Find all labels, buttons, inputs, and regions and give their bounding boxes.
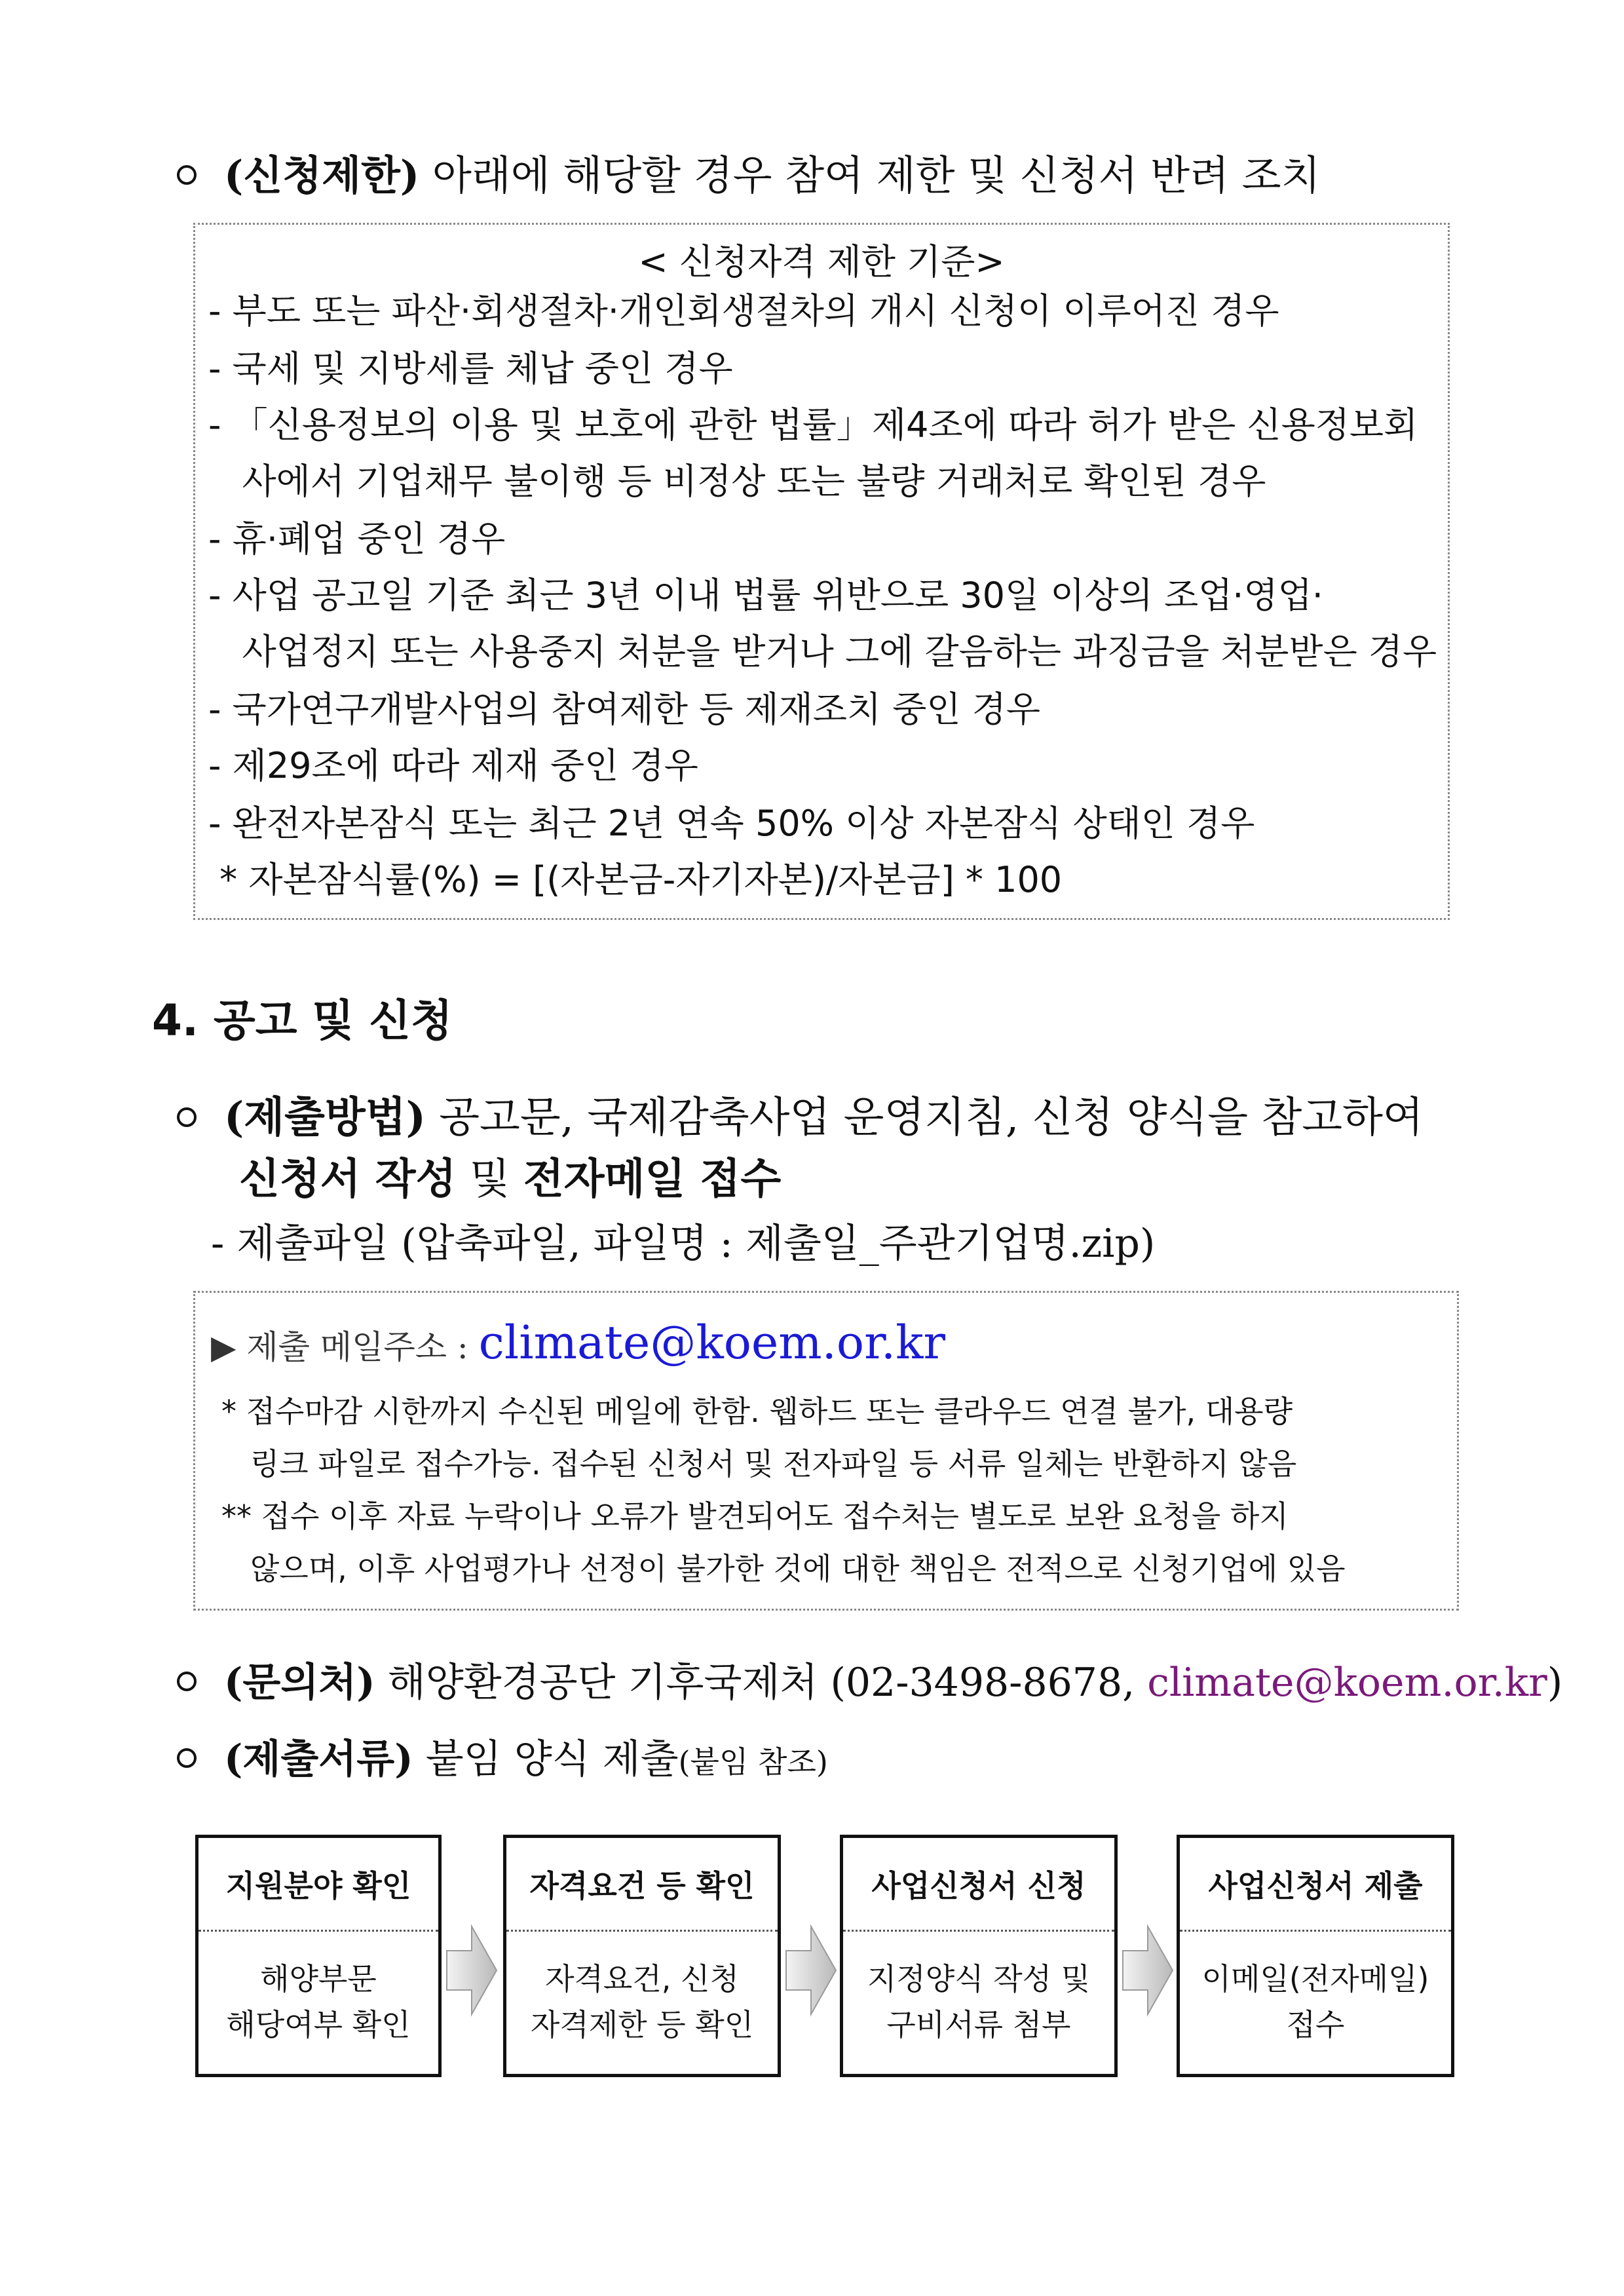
process-step-title: 자격요건 등 확인 xyxy=(506,1838,778,1932)
method-line2-a: 신청서 작성 xyxy=(239,1155,457,1204)
process-step-line: 지정양식 작성 및 xyxy=(867,1961,1091,1997)
email-row xyxy=(211,1316,945,1369)
arrow-right-icon xyxy=(1122,1921,1174,2022)
restriction-item: - 「신용정보의 이용 및 보호에 관한 법률」제4조에 따라 허가 받은 신용정보회 xyxy=(208,404,1418,446)
restriction-item: - 국가연구개발사업의 참여제한 등 제재조치 중인 경우 xyxy=(208,689,1041,730)
process-step-line: 구비서류 첨부 xyxy=(886,2007,1071,2042)
arrow-right-icon xyxy=(445,1921,498,2022)
email-note: * 접수마감 시한까지 수신된 메일에 한함. 웹하드 또는 클라우드 연결 불가, 대용량 xyxy=(221,1394,1293,1429)
section4-title: 4. 공고 및 신청 xyxy=(152,995,453,1046)
circle-bullet-icon xyxy=(177,1107,197,1127)
process-step-line: 이메일(전자메일) xyxy=(1201,1961,1429,1997)
process-step xyxy=(1177,1835,1454,2077)
contact-close: ) xyxy=(1547,1660,1563,1706)
restriction-item: - 부도 또는 파산·회생절차·개인회생절차의 개시 신청이 이루어진 경우 xyxy=(208,290,1279,332)
restriction-box-title: < 신청자격 제한 기준> xyxy=(638,241,1005,282)
method-heading xyxy=(177,1092,1424,1144)
restriction-item: - 국세 및 지방세를 체납 중인 경우 xyxy=(208,348,733,389)
process-step xyxy=(503,1835,781,2077)
process-step-title: 사업신청서 제출 xyxy=(1180,1838,1451,1932)
method-label: (제출방법) xyxy=(224,1093,426,1142)
circle-bullet-icon xyxy=(177,165,197,185)
file-line: - 제출파일 (압축파일, 파일명 : 제출일_주관기업명.zip) xyxy=(211,1221,1156,1267)
circle-bullet-icon xyxy=(177,1672,197,1691)
restriction-item: - 완전자본잠식 또는 최근 2년 연속 50% 이상 자본잠식 상태인 경우 xyxy=(208,803,1255,844)
process-step-body xyxy=(198,1930,438,2074)
process-step-line: 자격요건, 신청 xyxy=(545,1961,739,1997)
restriction-item: - 제29조에 따라 제재 중인 경우 xyxy=(208,745,698,786)
process-step-body xyxy=(1180,1930,1451,2074)
docs-text: 붙임 양식 제출 xyxy=(413,1736,679,1782)
email-prefix: ▶ 제출 메일주소 : xyxy=(211,1328,479,1366)
process-step xyxy=(840,1835,1118,2077)
process-step-line: 자격제한 등 확인 xyxy=(530,2007,754,2042)
docs-heading xyxy=(177,1733,828,1788)
restriction-item: 사에서 기업채무 불이행 등 비정상 또는 불량 거래처로 확인된 경우 xyxy=(208,461,1266,502)
process-step-line: 해당여부 확인 xyxy=(226,2007,411,2042)
contact-email-link[interactable]: climate@koem.or.kr xyxy=(1147,1660,1547,1706)
method-line2 xyxy=(239,1153,781,1206)
process-step-body xyxy=(506,1930,778,2074)
method-line2-b: 및 xyxy=(456,1155,523,1204)
process-step-body xyxy=(843,1930,1114,2074)
arrow-right-icon xyxy=(785,1921,837,2022)
email-note: 않으며, 이후 사업평가나 선정이 불가한 것에 대한 책임은 전적으로 신청기업에 있음 xyxy=(221,1551,1346,1586)
email-note: 링크 파일로 접수가능. 접수된 신청서 및 전자파일 등 서류 일체는 반환하지 않음 xyxy=(221,1446,1297,1482)
contact-heading xyxy=(177,1656,1562,1709)
method-line2-c: 전자메일 접수 xyxy=(523,1155,782,1204)
docs-label: (제출서류) xyxy=(224,1736,413,1782)
restriction-item: - 휴·폐업 중인 경우 xyxy=(208,518,506,560)
contact-text: 해양환경공단 기후국제처 (02-3498-8678, xyxy=(375,1660,1148,1706)
contact-label: (문의처) xyxy=(224,1660,375,1706)
restriction-item: 사업정지 또는 사용중지 처분을 받거나 그에 갈음하는 과징금을 처분받은 경우 xyxy=(208,631,1437,672)
email-link[interactable]: climate@koem.or.kr xyxy=(478,1316,945,1369)
process-step-line: 접수 xyxy=(1286,2007,1345,2042)
docs-small: (붙임 참조) xyxy=(678,1744,828,1780)
email-note: ** 접수 이후 자료 누락이나 오류가 발견되어도 접수처는 별도로 보완 요청을 하지 xyxy=(221,1499,1289,1534)
method-text: 공고문, 국제감축사업 운영지침, 신청 양식을 참고하여 xyxy=(425,1094,1424,1142)
circle-bullet-icon xyxy=(177,1748,197,1768)
process-step-title: 사업신청서 신청 xyxy=(843,1838,1114,1932)
process-step xyxy=(195,1835,442,2077)
restriction-label: (신청제한) xyxy=(224,151,420,199)
restriction-item: * 자본잠식률(%) = [(자본금-자기자본)/자본금] * 100 xyxy=(208,859,1063,900)
restriction-text: 아래에 해당할 경우 참여 제한 및 신청서 반려 조치 xyxy=(419,151,1321,199)
process-step-line: 해양부문 xyxy=(260,1961,377,1997)
restriction-heading xyxy=(177,149,1320,202)
restriction-item: - 사업 공고일 기준 최근 3년 이내 법률 위반으로 30일 이상의 조업·영업· xyxy=(208,575,1323,616)
process-step-title: 지원분야 확인 xyxy=(198,1838,438,1932)
